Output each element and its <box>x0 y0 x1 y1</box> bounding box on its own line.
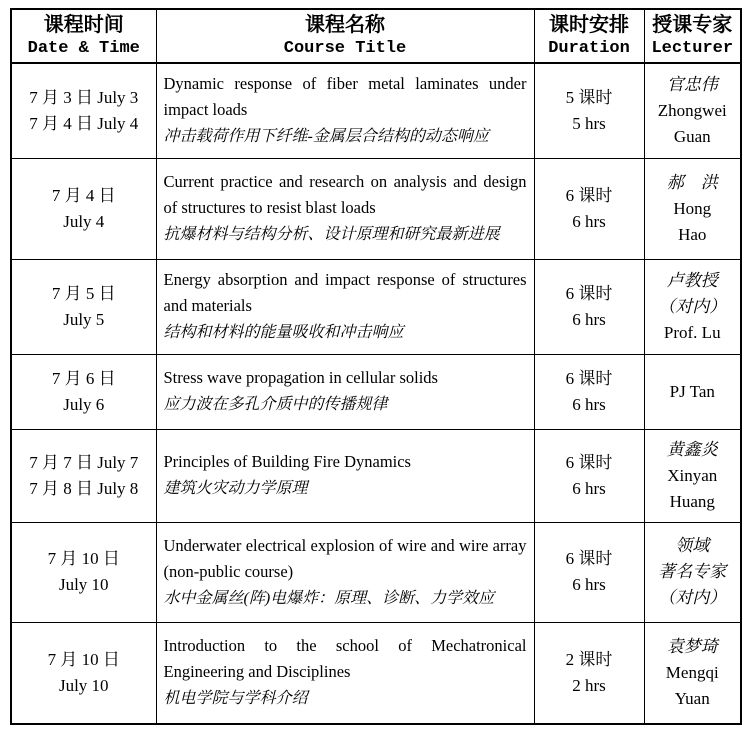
duration-line: 6 课时 <box>565 185 613 205</box>
date-line: 7 月 8 日 July 8 <box>29 478 139 498</box>
duration-line: 6 hrs <box>572 575 606 594</box>
date-line: July 4 <box>63 211 105 231</box>
duration-line: 5 课时 <box>565 87 613 107</box>
lecturer-name-zh: 袁梦琦 <box>666 636 718 656</box>
lecturer-name-zh: 官忠伟 <box>666 74 718 94</box>
header-duration-zh: 课时安排 <box>549 14 629 36</box>
course-title-en: Dynamic response of fiber metal laminates under impact loads <box>163 74 527 120</box>
lecturer-cell <box>644 429 741 522</box>
header-date-time-zh: 课程时间 <box>43 14 124 36</box>
lecturer-name-en: Xinyan <box>667 465 718 485</box>
date-line: 7 月 6 日 <box>51 368 116 388</box>
date-line: July 5 <box>63 309 105 329</box>
header-course-title-zh: 课程名称 <box>305 14 385 36</box>
header-duration-en: Duration <box>548 39 630 58</box>
lecturer-name-zh: 郝 洪 <box>666 172 718 192</box>
date-line: July 6 <box>63 394 105 414</box>
duration-cell <box>534 429 644 522</box>
lecturer-cell <box>644 259 741 354</box>
date-line: 7 月 4 日 July 4 <box>29 113 139 133</box>
lecturer-cell <box>644 63 741 158</box>
course-title-cell <box>156 429 534 522</box>
duration-line: 6 课时 <box>565 452 613 472</box>
table-row <box>11 522 741 622</box>
table-row <box>11 354 741 429</box>
course-title-cell <box>156 158 534 259</box>
lecturer-name-en: Guan <box>673 126 711 146</box>
duration-cell <box>534 158 644 259</box>
course-title-en: Underwater electrical explosion of wire and wire array (non-public course) <box>163 535 527 581</box>
header-course-title <box>156 9 534 63</box>
duration-line: 2 课时 <box>565 649 613 669</box>
lecturer-name-zh: 领域 <box>675 536 710 555</box>
header-date-time-en: Date & Time <box>27 39 140 58</box>
course-title-zh: 抗爆材料与结构分析、设计原理和研究最新进展 <box>163 226 500 243</box>
course-title-en: Energy absorption and impact response of structures and materials <box>163 270 527 315</box>
course-schedule-table <box>10 8 742 725</box>
table-row <box>11 63 741 158</box>
lecturer-name-en: Huang <box>669 491 715 511</box>
header-date-time <box>11 9 156 63</box>
course-title-cell <box>156 63 534 158</box>
course-title-cell <box>156 522 534 622</box>
date-line: 7 月 10 日 <box>47 649 120 669</box>
date-line: 7 月 7 日 July 7 <box>29 452 139 472</box>
date-cell <box>11 429 156 522</box>
course-title-cell <box>156 354 534 429</box>
lecturer-name-zh: 卢教授 <box>666 270 718 290</box>
lecturer-name-en: Yuan <box>674 688 710 708</box>
duration-cell <box>534 522 644 622</box>
date-line: 7 月 5 日 <box>51 283 116 303</box>
lecturer-name-en: Mengqi <box>665 662 719 682</box>
lecturer-name-zh: 黄鑫炎 <box>666 439 718 459</box>
course-title-zh: 水中金属丝(阵)电爆炸：原理、诊断、力学效应 <box>163 589 495 607</box>
lecturer-note-zh: （对内） <box>658 588 727 607</box>
duration-line: 6 hrs <box>572 394 606 414</box>
lecturer-name-en: PJ Tan <box>669 381 715 401</box>
lecturer-cell <box>644 354 741 429</box>
table-header-row <box>11 9 741 63</box>
table-row <box>11 622 741 724</box>
date-cell <box>11 354 156 429</box>
date-cell <box>11 522 156 622</box>
course-title-zh: 结构和材料的能量吸收和冲击响应 <box>163 324 404 341</box>
table-row <box>11 158 741 259</box>
date-cell <box>11 63 156 158</box>
duration-line: 6 课时 <box>565 549 613 568</box>
course-title-zh: 建筑火灾动力学原理 <box>163 480 308 497</box>
date-cell <box>11 622 156 724</box>
date-line: July 10 <box>58 675 109 695</box>
date-line: July 10 <box>58 575 109 594</box>
header-lecturer-en: Lecturer <box>651 39 734 58</box>
course-title-en: Stress wave propagation in cellular solids <box>163 368 438 387</box>
duration-line: 5 hrs <box>572 113 606 133</box>
course-title-zh: 应力波在多孔介质中的传播规律 <box>163 396 388 413</box>
lecturer-name-en: Hong <box>673 198 712 218</box>
table-row <box>11 429 741 522</box>
lecturer-name-en: Hao <box>678 224 707 244</box>
duration-line: 6 hrs <box>572 309 606 329</box>
duration-cell <box>534 259 644 354</box>
duration-cell <box>534 354 644 429</box>
lecturer-cell <box>644 158 741 259</box>
course-title-zh: 冲击载荷作用下纤维-金属层合结构的动态响应 <box>163 128 489 146</box>
duration-line: 6 课时 <box>565 368 613 388</box>
course-title-cell <box>156 622 534 724</box>
lecturer-cell <box>644 522 741 622</box>
header-course-title-en: Course Title <box>283 39 407 58</box>
course-title-zh: 机电学院与学科介绍 <box>163 690 308 708</box>
lecturer-cell <box>644 622 741 724</box>
course-title-cell <box>156 259 534 354</box>
course-title-en: Current practice and research on analysis and design of structures to resist blast loads <box>163 172 527 217</box>
header-lecturer <box>644 9 741 63</box>
course-title-en: Principles of Building Fire Dynamics <box>163 452 411 471</box>
date-cell <box>11 158 156 259</box>
table-row <box>11 259 741 354</box>
duration-cell <box>534 63 644 158</box>
header-lecturer-zh: 授课专家 <box>652 14 733 36</box>
lecturer-name-en: Zhongwei <box>657 100 727 120</box>
duration-line: 6 hrs <box>572 478 606 498</box>
header-duration <box>534 9 644 63</box>
duration-line: 2 hrs <box>572 675 606 695</box>
date-line: 7 月 10 日 <box>47 549 120 568</box>
date-cell <box>11 259 156 354</box>
course-title-en: Introduction to the school of Mechatronical Engineering and Disciplines <box>163 636 527 682</box>
date-line: 7 月 3 日 July 3 <box>29 87 139 107</box>
lecturer-name-en: Prof. Lu <box>663 322 721 342</box>
duration-cell <box>534 622 644 724</box>
lecturer-note-zh: （对内） <box>658 296 727 316</box>
date-line: 7 月 4 日 <box>51 185 116 205</box>
duration-line: 6 hrs <box>572 211 606 231</box>
lecturer-name-zh: 著名专家 <box>658 562 727 581</box>
duration-line: 6 课时 <box>565 283 613 303</box>
